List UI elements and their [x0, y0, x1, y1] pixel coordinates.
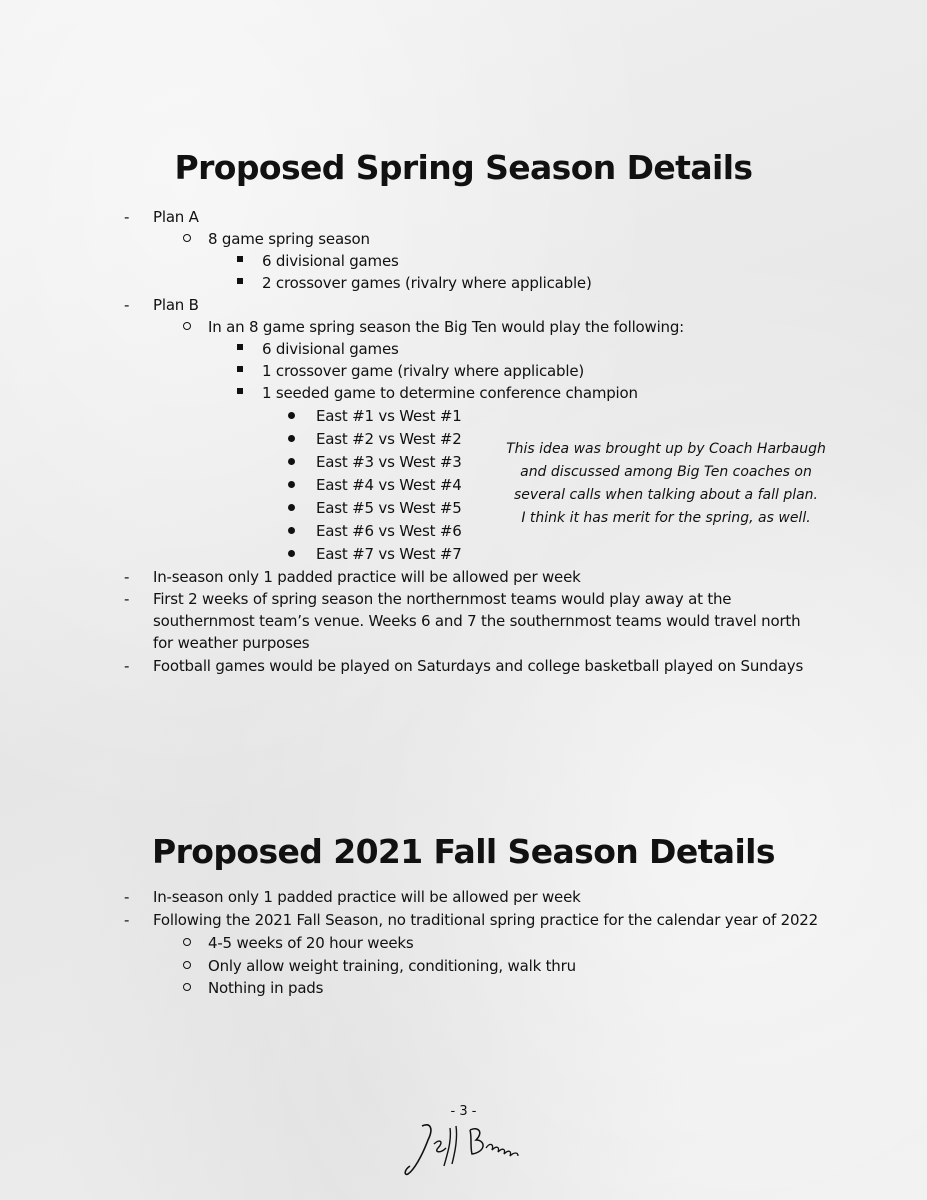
plan-a-label: Plan A: [153, 208, 199, 226]
dash-bullet: -: [124, 568, 130, 586]
side-note-line: several calls when talking about a fall plan.: [514, 487, 818, 503]
plan-a-subitem: 8 game spring season: [208, 230, 370, 248]
plan-b-subitem: In an 8 game spring season the Big Ten would play the following:: [208, 318, 685, 336]
plan-b-label: Plan B: [153, 296, 199, 314]
round-bullet: [288, 481, 295, 488]
dash-bullet: -: [124, 590, 130, 608]
matchup-item: East #1 vs West #1: [316, 407, 462, 425]
square-bullet: [237, 256, 243, 262]
circle-bullet: [183, 234, 191, 242]
plan-b-item: 1 seeded game to determine conference champion: [262, 384, 638, 402]
spring-padded-practice: In-season only 1 padded practice will be allowed per week: [153, 568, 581, 586]
signature: [400, 1118, 530, 1180]
round-bullet: [288, 458, 295, 465]
square-bullet: [237, 388, 243, 394]
round-bullet: [288, 550, 295, 557]
side-note: [500, 438, 832, 530]
games-days-text: Football games would be played on Saturdays and college basketball played on Sundays: [153, 657, 804, 675]
plan-a-item: 6 divisional games: [262, 252, 399, 270]
plan-b-item: 1 crossover game (rivalry where applicable): [262, 362, 584, 380]
spring-section-title: Proposed Spring Season Details: [174, 148, 753, 187]
matchup-item: East #7 vs West #7: [316, 545, 462, 563]
dash-bullet: -: [124, 911, 130, 929]
travel-text-line: southernmost team’s venue. Weeks 6 and 7 the southernmost teams would travel north: [153, 612, 801, 630]
fall-section-title: Proposed 2021 Fall Season Details: [152, 832, 775, 871]
circle-bullet: [183, 983, 191, 991]
circle-bullet: [183, 938, 191, 946]
fall-subitem: 4-5 weeks of 20 hour weeks: [208, 934, 414, 952]
fall-subitem: Nothing in pads: [208, 979, 324, 997]
matchup-item: East #4 vs West #4: [316, 476, 462, 494]
matchup-item: East #5 vs West #5: [316, 499, 462, 517]
matchup-item: East #3 vs West #3: [316, 453, 462, 471]
square-bullet: [237, 344, 243, 350]
side-note-line: I think it has merit for the spring, as well.: [521, 510, 811, 526]
side-note-line: This idea was brought up by Coach Harbaugh: [506, 441, 826, 457]
round-bullet: [288, 527, 295, 534]
dash-bullet: -: [124, 296, 130, 314]
matchup-item: East #2 vs West #2: [316, 430, 462, 448]
plan-a-item: 2 crossover games (rivalry where applicable): [262, 274, 592, 292]
side-note-line: and discussed among Big Ten coaches on: [520, 464, 812, 480]
dash-bullet: -: [124, 888, 130, 906]
dash-bullet: -: [124, 208, 130, 226]
dash-bullet: -: [124, 657, 130, 675]
round-bullet: [288, 412, 295, 419]
square-bullet: [237, 366, 243, 372]
circle-bullet: [183, 961, 191, 969]
travel-text-line: First 2 weeks of spring season the northernmost teams would play away at the: [153, 590, 732, 608]
matchup-item: East #6 vs West #6: [316, 522, 462, 540]
circle-bullet: [183, 322, 191, 330]
plan-b-item: 6 divisional games: [262, 340, 399, 358]
travel-text-line: for weather purposes: [153, 634, 310, 652]
page-number: - 3 -: [450, 1104, 477, 1119]
fall-following-text: Following the 2021 Fall Season, no traditional spring practice for the calendar year of 2022: [153, 911, 818, 929]
fall-padded-practice: In-season only 1 padded practice will be allowed per week: [153, 888, 581, 906]
round-bullet: [288, 435, 295, 442]
round-bullet: [288, 504, 295, 511]
fall-subitem: Only allow weight training, conditioning, walk thru: [208, 957, 576, 975]
square-bullet: [237, 278, 243, 284]
